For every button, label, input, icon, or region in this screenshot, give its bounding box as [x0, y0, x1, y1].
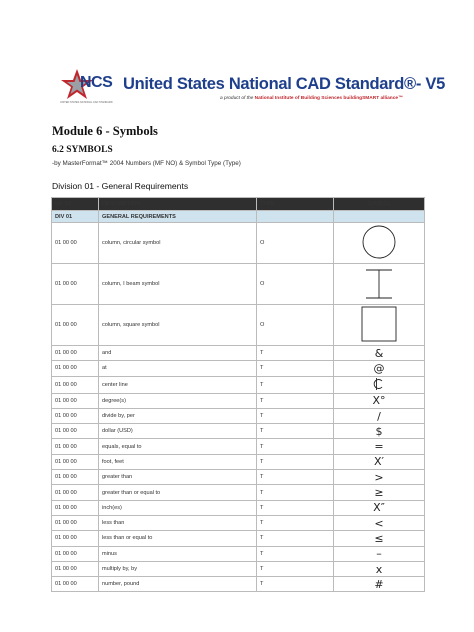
cell-symbol [334, 454, 425, 469]
symbols-table [51, 197, 425, 592]
symbol-glyph: X′ [373, 455, 385, 469]
cell-type: T [257, 454, 334, 469]
ncs-logo-tagline: UNITED STATES NATIONAL CAD STANDARD [60, 101, 113, 104]
symbol-glyph: $ [375, 424, 383, 438]
cell-description: divide by, per [99, 408, 257, 423]
table-row [52, 376, 425, 393]
cell-symbol [334, 424, 425, 439]
ibeam-column-symbol-icon [359, 264, 399, 302]
square-column-symbol-icon [359, 305, 399, 343]
cell-description: and [99, 346, 257, 361]
cell-type: T [257, 561, 334, 576]
cell-type: O [257, 264, 334, 305]
cell-description: column, I beam symbol [99, 264, 257, 305]
table-row [52, 361, 425, 376]
cell-type: T [257, 470, 334, 485]
header-description: DESCRIPTION [99, 198, 257, 211]
cell-type: T [257, 393, 334, 408]
cell-type: T [257, 485, 334, 500]
cell-mf-no: 01 00 00 [52, 223, 99, 264]
symbol-glyph: / [377, 409, 381, 423]
symbol-glyph: = [374, 440, 384, 454]
symbol-glyph: > [374, 470, 384, 484]
division-title: Division 01 - General Requirements [52, 181, 189, 191]
table-row [52, 470, 425, 485]
cell-symbol [334, 408, 425, 423]
cell-description: at [99, 361, 257, 376]
table-row [52, 577, 425, 592]
cell-description: center line [99, 376, 257, 393]
cell-mf-no: 01 00 00 [52, 561, 99, 576]
standard-title: United States National CAD Standard®- V5 [123, 75, 445, 93]
table-row [52, 515, 425, 530]
cell-symbol [334, 577, 425, 592]
header-symbol: SYMBOL [334, 198, 425, 211]
symbol-glyph: & [374, 346, 384, 360]
table-row [52, 346, 425, 361]
table-row [52, 454, 425, 469]
cell-mf-no: 01 00 00 [52, 264, 99, 305]
module-title: Module 6 - Symbols [52, 124, 158, 138]
cell-type: T [257, 439, 334, 454]
cell-type: T [257, 500, 334, 515]
cell-symbol [334, 361, 425, 376]
cell-symbol [334, 546, 425, 561]
ncs-header [60, 68, 445, 108]
cell-type: O [257, 223, 334, 264]
division-type [257, 211, 334, 223]
cell-symbol [334, 305, 425, 346]
table-header-row [52, 198, 425, 211]
cell-type: T [257, 577, 334, 592]
symbol-glyph: x [375, 562, 383, 576]
center-line-icon [372, 377, 386, 391]
symbol-glyph: ≤ [374, 531, 384, 545]
table-row [52, 223, 425, 264]
symbol-glyph: X° [372, 394, 386, 408]
table-row [52, 531, 425, 546]
section-title: 6.2 SYMBOLS [52, 145, 113, 155]
cell-type: T [257, 376, 334, 393]
standard-subtitle [220, 96, 403, 101]
cell-mf-no: 01 00 00 [52, 439, 99, 454]
cell-mf-no: 01 00 00 [52, 408, 99, 423]
table-row [52, 500, 425, 515]
cell-description: foot, feet [99, 454, 257, 469]
table-row [52, 305, 425, 346]
cell-description: equals, equal to [99, 439, 257, 454]
cell-description: greater than [99, 470, 257, 485]
cell-symbol [334, 223, 425, 264]
cell-symbol [334, 515, 425, 530]
cell-mf-no: 01 00 00 [52, 470, 99, 485]
cell-symbol [334, 561, 425, 576]
cell-type: T [257, 408, 334, 423]
division-mf-no: DIV 01 [52, 211, 99, 223]
cell-mf-no: 01 00 00 [52, 577, 99, 592]
cell-description: column, square symbol [99, 305, 257, 346]
cell-description: inch(es) [99, 500, 257, 515]
cell-type: T [257, 424, 334, 439]
table-row [52, 264, 425, 305]
symbol-glyph: X″ [373, 501, 385, 515]
table-row [52, 393, 425, 408]
cell-mf-no: 01 00 00 [52, 485, 99, 500]
table-row [52, 561, 425, 576]
cell-symbol [334, 500, 425, 515]
cell-mf-no: 01 00 00 [52, 305, 99, 346]
symbol-glyph: # [374, 577, 384, 591]
cell-description: dollar (USD) [99, 424, 257, 439]
cell-symbol [334, 264, 425, 305]
division-row [52, 211, 425, 223]
cell-description: greater than or equal to [99, 485, 257, 500]
cell-symbol [334, 346, 425, 361]
cell-type: T [257, 346, 334, 361]
symbol-glyph: < [374, 516, 384, 530]
cell-symbol [334, 470, 425, 485]
cell-mf-no: 01 00 00 [52, 376, 99, 393]
cell-type: T [257, 361, 334, 376]
cell-description: minus [99, 546, 257, 561]
cell-mf-no: 01 00 00 [52, 424, 99, 439]
table-row [52, 546, 425, 561]
cell-symbol [334, 485, 425, 500]
cell-mf-no: 01 00 00 [52, 531, 99, 546]
cell-type: T [257, 531, 334, 546]
cell-mf-no: 01 00 00 [52, 393, 99, 408]
table-row [52, 408, 425, 423]
cell-symbol [334, 439, 425, 454]
subtitle-prefix: a product of the [220, 96, 255, 101]
division-symbol [334, 211, 425, 223]
cell-mf-no: 01 00 00 [52, 546, 99, 561]
cell-type: T [257, 515, 334, 530]
cell-description: less than [99, 515, 257, 530]
table-row [52, 424, 425, 439]
cell-type: O [257, 305, 334, 346]
ncs-logo-text: NCS [80, 74, 113, 91]
cell-description: less than or equal to [99, 531, 257, 546]
cell-mf-no: 01 00 00 [52, 454, 99, 469]
header-type: TYPE [257, 198, 334, 211]
cell-description: degree(s) [99, 393, 257, 408]
circle-column-symbol-icon [359, 223, 399, 261]
table-row [52, 439, 425, 454]
symbol-glyph: ≥ [374, 486, 384, 500]
by-line: -by MasterFormat™ 2004 Numbers (MF NO) & Symbol Type (Type) [52, 160, 241, 167]
cell-description: multiply by, by [99, 561, 257, 576]
cell-description: number, pound [99, 577, 257, 592]
cell-mf-no: 01 00 00 [52, 500, 99, 515]
division-description: GENERAL REQUIREMENTS [99, 211, 257, 223]
cell-mf-no: 01 00 00 [52, 346, 99, 361]
cell-symbol [334, 393, 425, 408]
symbol-glyph: @ [373, 361, 385, 375]
cell-mf-no: 01 00 00 [52, 515, 99, 530]
header-mf-no: MF NO [52, 198, 99, 211]
symbol-glyph: – [376, 547, 382, 561]
table-row [52, 485, 425, 500]
cell-mf-no: 01 00 00 [52, 361, 99, 376]
cell-symbol [334, 531, 425, 546]
cell-type: T [257, 546, 334, 561]
cell-description: column, circular symbol [99, 223, 257, 264]
cell-symbol [334, 376, 425, 393]
subtitle-highlight: National Institute of Building Sciences buildingSMART alliance™ [254, 96, 403, 101]
